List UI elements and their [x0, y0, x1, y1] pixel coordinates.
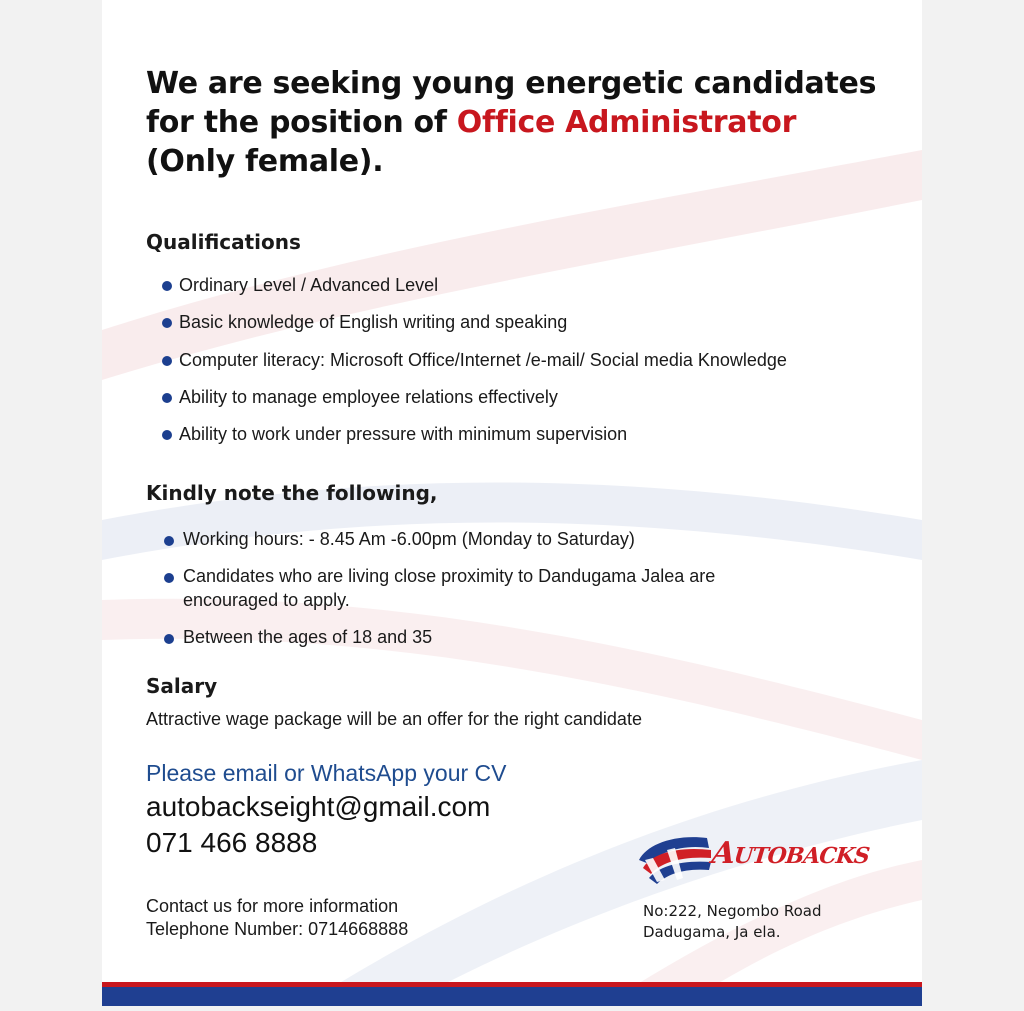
contact-telephone[interactable]: Telephone Number: 0714668888: [146, 919, 409, 939]
bullet-dot-icon: [164, 573, 174, 583]
list-item: Basic knowledge of English writing and speaking: [162, 311, 787, 348]
bullet-dot-icon: [162, 393, 172, 403]
qualifications-list: [162, 274, 787, 460]
bullet-dot-icon: [164, 634, 174, 644]
list-item: Working hours: - 8.45 Am -6.00pm (Monday to Saturday): [164, 527, 764, 551]
list-item: Between the ages of 18 and 35: [164, 625, 764, 649]
list-item: Computer literacy: Microsoft Office/Internet /e-mail/ Social media Knowledge: [162, 349, 787, 386]
apply-cta: Please email or WhatsApp your CV: [146, 760, 507, 786]
footer-blue-stripe: [102, 987, 922, 1006]
bullet-dot-icon: [162, 281, 172, 291]
address-line-1: No:222, Negombo Road: [643, 902, 822, 920]
headline-prefix: for the position of: [146, 105, 457, 140]
salary-text: Attractive wage package will be an offer for the right candidate: [146, 709, 642, 729]
position-title: Office Administrator: [456, 105, 797, 140]
list-item: Ability to manage employee relations effectively: [162, 386, 787, 423]
bullet-dot-icon: [164, 536, 174, 546]
list-item: Ordinary Level / Advanced Level: [162, 274, 787, 311]
company-address: [643, 901, 821, 943]
contact-line: Contact us for more information: [146, 896, 399, 916]
apply-phone[interactable]: 071 466 8888: [146, 827, 318, 858]
apply-email[interactable]: autobackseight@gmail.com: [146, 791, 491, 822]
footer-band: [102, 982, 922, 1006]
job-poster: [102, 0, 922, 1006]
bullet-dot-icon: [162, 318, 172, 328]
logo-wordmark: AUTOBACKS: [710, 836, 871, 871]
salary-heading: Salary: [146, 674, 218, 698]
bullet-dot-icon: [162, 356, 172, 366]
headline-line-1: We are seeking young energetic candidates: [146, 66, 877, 101]
list-item: Candidates who are living close proximity to Dandugama Jalea are encouraged to apply.: [164, 564, 764, 612]
contact-info: [146, 895, 408, 941]
notes-heading: Kindly note the following,: [146, 481, 438, 505]
headline-line-3: (Only female).: [146, 144, 384, 179]
address-line-2: Dadugama, Ja ela.: [643, 923, 781, 941]
notes-list: [164, 527, 764, 662]
headline: [146, 64, 886, 181]
headline-line-2: [146, 103, 886, 142]
qualifications-heading: Qualifications: [146, 230, 301, 254]
bullet-dot-icon: [162, 430, 172, 440]
list-item: Ability to work under pressure with minimum supervision: [162, 423, 787, 460]
